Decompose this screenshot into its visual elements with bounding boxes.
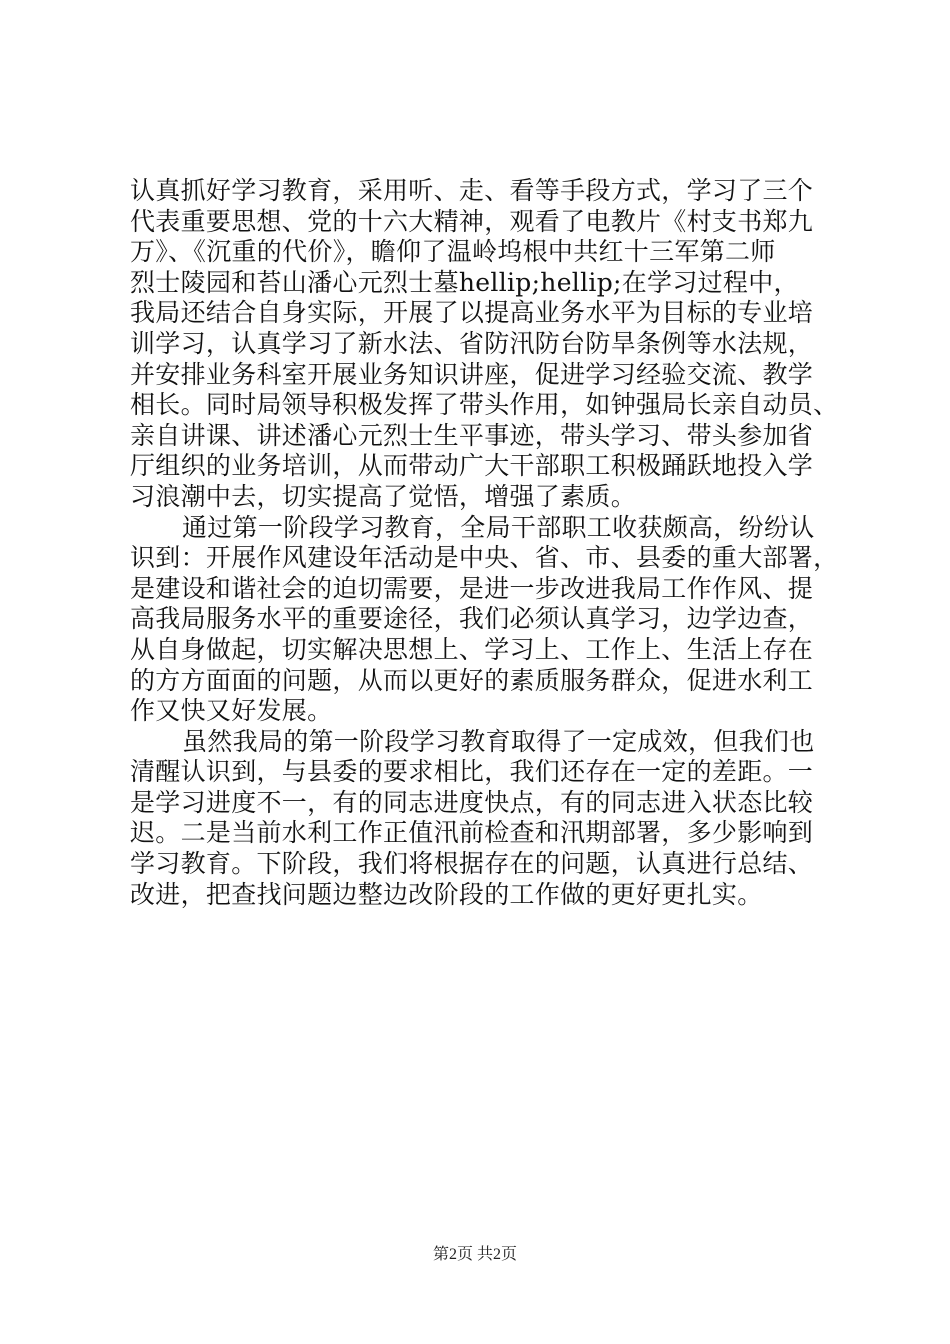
text-line: 从自身做起，切实解决思想上、学习上、工作上、生活上存在 <box>130 634 814 664</box>
text-line: 代表重要思想、党的十六大精神，观看了电教片《村支书郑九 <box>130 206 814 236</box>
text-line: 亲自讲课、讲述潘心元烈士生平事迹，带头学习、带头参加省 <box>130 420 814 450</box>
text-line: 迟。二是当前水利工作正值汛前检查和汛期部署，多少影响到 <box>130 818 814 848</box>
text-line: 是建设和谐社会的迫切需要，是进一步改进我局工作作风、提 <box>130 573 814 603</box>
text-line: 作又快又好发展。 <box>130 696 333 726</box>
text-line: 相长。同时局领导积极发挥了带头作用，如钟强局长亲自动员、 <box>130 390 839 420</box>
text-line: 厅组织的业务培训，从而带动广大干部职工积极踊跃地投入学 <box>130 451 814 481</box>
paragraph <box>130 513 850 727</box>
text-line: 改进，把查找问题边整边改阶段的工作做的更好更扎实。 <box>130 879 763 909</box>
body-text <box>130 176 850 910</box>
text-line: 烈士陵园和苔山潘心元烈士墓hellip;hellip;在学习过程中， <box>130 267 799 297</box>
text-line: 的方方面面的问题，从而以更好的素质服务群众，促进水利工 <box>130 665 814 695</box>
text-line: 习浪潮中去，切实提高了觉悟，增强了素质。 <box>130 481 637 511</box>
text-line: 是学习进度不一，有的同志进度快点，有的同志进入状态比较 <box>130 787 814 817</box>
text-line: 学习教育。下阶段，我们将根据存在的问题，认真进行总结、 <box>130 849 814 879</box>
paragraph <box>130 176 850 513</box>
text-line: 我局还结合自身实际，开展了以提高业务水平为目标的专业培 <box>130 298 814 328</box>
text-line: 高我局服务水平的重要途径，我们必须认真学习，边学边查， <box>130 604 814 634</box>
text-line: 并安排业务科室开展业务知识讲座，促进学习经验交流、教学 <box>130 359 814 389</box>
text-line: 虽然我局的第一阶段学习教育取得了一定成效，但我们也 <box>182 726 815 756</box>
text-line: 识到：开展作风建设年活动是中央、省、市、县委的重大部署， <box>130 543 839 573</box>
text-line: 认真抓好学习教育，采用听、走、看等手段方式，学习了三个 <box>130 176 814 205</box>
text-line: 通过第一阶段学习教育，全局干部职工收获颇高，纷纷认 <box>182 512 815 542</box>
paragraph <box>130 727 850 911</box>
text-line: 训学习，认真学习了新水法、省防汛防台防旱条例等水法规， <box>130 328 814 358</box>
page-footer: 第2页 共2页 <box>432 1246 517 1263</box>
text-line: 清醒认识到，与县委的要求相比，我们还存在一定的差距。一 <box>130 757 814 787</box>
text-line: 万》、《沉重的代价》，瞻仰了温岭坞根中共红十三军第二师 <box>130 237 776 267</box>
